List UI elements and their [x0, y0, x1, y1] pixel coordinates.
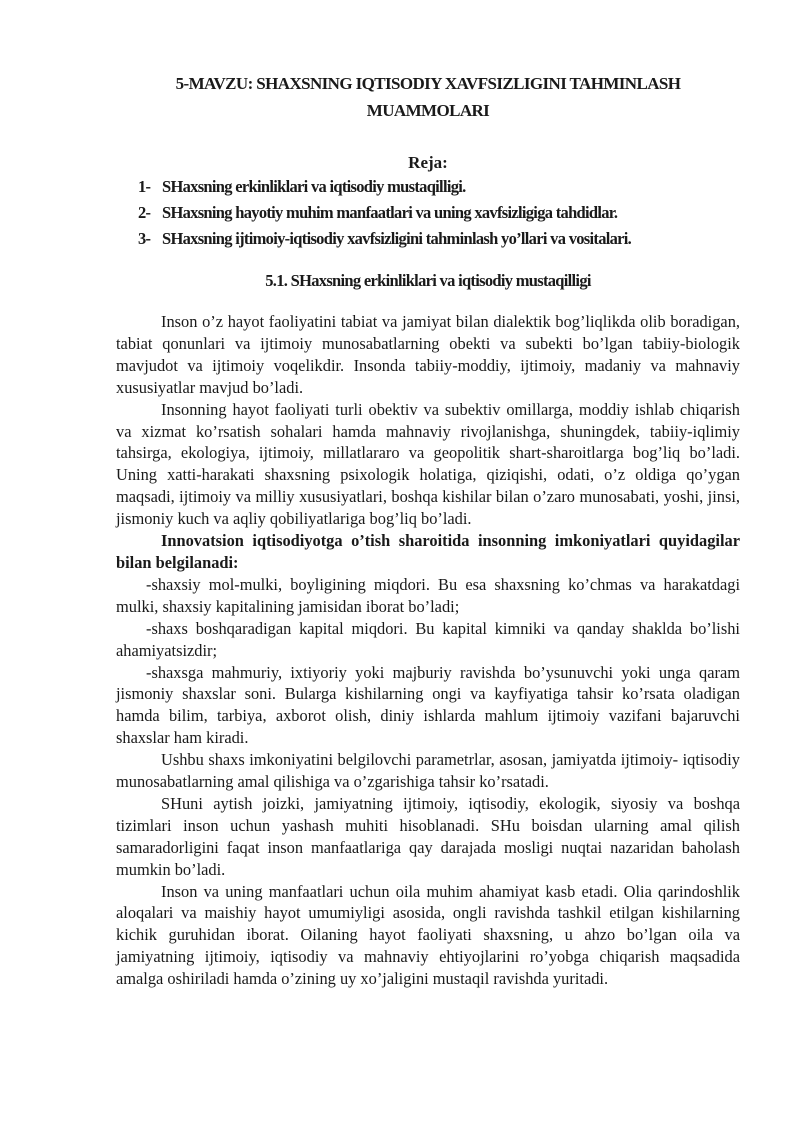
plan-item-number: 1- — [138, 177, 151, 196]
title-line-2: MUAMMOLARI — [366, 101, 490, 120]
paragraph-dash-item: -shaxsiy mol-mulki, boyligining miqdori. Bu esa shaxsning ko’chmas va harakatdagi mulki, shaxsiy kapitalining jamisidan iborat bo’ladi; — [116, 574, 740, 616]
paragraph-dash-item: -shaxs boshqaradigan kapital miqdori. Bu kapital kimniki va qanday shaklda bo’lishi ahamiyatsizdir; — [116, 618, 740, 660]
paragraph: Ushbu shaxs imkoniyatini belgilovchi parametrlar, asosan, jamiyatda ijtimoiy- iqtisodiy munosabatlarning amal qilishiga va o’zgarishiga tahsir ko’rsatadi. — [116, 750, 740, 792]
plan-item — [138, 226, 740, 252]
plan-item — [138, 174, 740, 200]
document-title — [116, 70, 740, 124]
paragraph: Inson va uning manfaatlari uchun oila muhim ahamiyat kasb etadi. Olia qarindoshlik aloqalari va maishiy hayot umumiyligi asosida, ongli ravishda tashkil etilgan kishilarning kichik guruhidan iborat. Oilaning hayot faoliyati shaxsning, u ahzo bo’lgan oila va jamiyatning ijtimoiy, iqtisodiy va mahnaviy ehtiyojlarini ro’yobga chiqarish maqsadida amalga oshiriladi hamda o’zining uy xo’jaligini mustaqil ravishda yuritadi. — [116, 881, 740, 989]
paragraph-bold-intro: Innovatsion iqtisodiyotga o’tish sharoitida insonning imkoniyatlari quyidagilar bilan belgilanadi: — [116, 531, 740, 572]
plan-list — [116, 174, 740, 252]
plan-item-number: 2- — [138, 203, 151, 222]
plan-heading: Reja: — [408, 153, 448, 172]
plan-item-text: SHaxsning erkinliklari va iqtisodiy mustaqilligi. — [162, 177, 466, 196]
paragraph: Inson o’z hayot faoliyatini tabiat va jamiyat bilan dialektik bog’liqlikda olib boradigan, tabiat qonunlari va ijtimoiy munosabatlarning obekti va subekti bo’lgan tabiiy-biologik mavjudot va ijtimoiy voqelikdir. Insonda tabiiy-moddiy, ijtimoiy, madaniy va mahnaviy xususiyatlar mavjud bo’ladi. — [116, 312, 740, 397]
body-text — [116, 311, 740, 990]
document-page — [116, 70, 740, 990]
title-line-1: 5-MAVZU: SHAXSNING IQTISODIY XAVFSIZLIGINI TAHMINLASH — [175, 74, 681, 93]
paragraph: Insonning hayot faoliyati turli obektiv va subektiv omillarga, moddiy ishlab chiqarish va xizmat ko’rsatish sohalari hamda mahnaviy rivojlanishga, shuningdek, tabiiy-iqlimiy tahsirga, ekologiya, ijtimoiy, millatlararo va geopolitik shart-sharoitlarga bog’liq bo’ladi. Uning xatti-harakati shaxsning psixologik holatiga, qiziqishi, odati, o’z oldiga qo’ygan maqsadi, ijtimoiy va milliy xususiyatlari, boshqa kishilar bilan o’zaro munosabati, yoshi, jinsi, jismoniy kuch va aqliy qobiliyatlariga bog’liq bo’ladi. — [116, 399, 740, 529]
plan-item — [138, 200, 740, 226]
plan-item-text: SHaxsning ijtimoiy-iqtisodiy xavfsizligini tahminlash yo’llari va vositalari. — [162, 229, 632, 248]
plan-item-number: 3- — [138, 229, 151, 248]
section-heading: 5.1. SHaxsning erkinliklari va iqtisodiy mustaqilligi — [265, 271, 591, 290]
paragraph-dash-item: -shaxsga mahmuriy, ixtiyoriy yoki majburiy ravishda bo’ysunuvchi yoki unga qaram jismoniy shaxslar soni. Bularga kishilarning ongi va kayfiyatiga tahsir ko’rsata oladigan hamda bilim, tarbiya, axborot olish, diniy ishlarda mahlum ijtimoiy vazifani bajaruvchi shaxslar ham kiradi. — [116, 662, 740, 748]
plan-item-text: SHaxsning hayotiy muhim manfaatlari va uning xavfsizligiga tahdidlar. — [162, 203, 618, 222]
paragraph: SHuni aytish joizki, jamiyatning ijtimoiy, iqtisodiy, ekologik, siyosiy va boshqa tizimlari inson uchun yashash muhiti hisoblanadi. SHu boisdan ularning amal qilish samaradorligini faqat inson manfaatlariga qay darajada mosligi nuqtai nazaridan baholash mumkin bo’ladi. — [116, 793, 740, 879]
